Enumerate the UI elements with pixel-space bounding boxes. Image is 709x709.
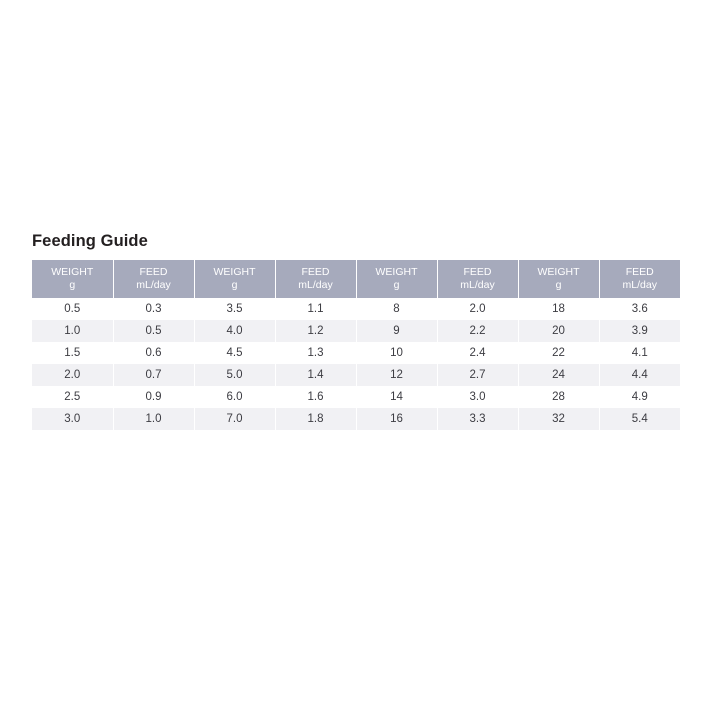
table-cell: 3.0 xyxy=(32,408,113,430)
table-cell: 4.5 xyxy=(194,342,275,364)
table-cell: 8 xyxy=(356,298,437,320)
table-cell: 0.5 xyxy=(32,298,113,320)
column-header-unit: mL/day xyxy=(136,279,171,291)
table-cell: 7.0 xyxy=(194,408,275,430)
table-cell: 2.5 xyxy=(32,386,113,408)
table-cell: 0.6 xyxy=(113,342,194,364)
column-header-unit: mL/day xyxy=(460,279,495,291)
page-title: Feeding Guide xyxy=(32,232,148,250)
table-cell: 1.0 xyxy=(113,408,194,430)
table-cell: 0.5 xyxy=(113,320,194,342)
column-header-unit: mL/day xyxy=(298,279,333,291)
column-header-label: FEED xyxy=(463,266,492,278)
column-header-unit: g xyxy=(555,279,562,291)
table-row xyxy=(32,386,680,408)
table-row xyxy=(32,298,680,320)
table-row xyxy=(32,320,680,342)
table-cell: 4.1 xyxy=(599,342,680,364)
table-cell: 1.3 xyxy=(275,342,356,364)
table-cell: 1.6 xyxy=(275,386,356,408)
table-cell: 16 xyxy=(356,408,437,430)
table-cell: 2.4 xyxy=(437,342,518,364)
column-header-label: WEIGHT xyxy=(375,266,418,278)
feeding-guide-section xyxy=(32,232,680,430)
table-cell: 4.9 xyxy=(599,386,680,408)
table-cell: 22 xyxy=(518,342,599,364)
table-cell: 24 xyxy=(518,364,599,386)
table-cell: 14 xyxy=(356,386,437,408)
table-header xyxy=(32,260,680,298)
table-cell: 10 xyxy=(356,342,437,364)
table-cell: 0.7 xyxy=(113,364,194,386)
column-header-feed-2 xyxy=(275,260,356,298)
table-cell: 1.0 xyxy=(32,320,113,342)
table-cell: 2.0 xyxy=(32,364,113,386)
table-cell: 1.5 xyxy=(32,342,113,364)
column-header-weight-2 xyxy=(194,260,275,298)
column-header-label: WEIGHT xyxy=(51,266,94,278)
table-cell: 3.6 xyxy=(599,298,680,320)
column-header-label: FEED xyxy=(301,266,330,278)
table-cell: 2.2 xyxy=(437,320,518,342)
table-header-row xyxy=(32,260,680,298)
table-cell: 2.7 xyxy=(437,364,518,386)
column-header-weight-4 xyxy=(518,260,599,298)
table-cell: 28 xyxy=(518,386,599,408)
table-cell: 12 xyxy=(356,364,437,386)
table-cell: 1.4 xyxy=(275,364,356,386)
table-cell: 5.4 xyxy=(599,408,680,430)
table-cell: 3.3 xyxy=(437,408,518,430)
feeding-guide-table xyxy=(32,260,680,430)
table-cell: 4.0 xyxy=(194,320,275,342)
table-cell: 3.0 xyxy=(437,386,518,408)
table-body xyxy=(32,298,680,430)
column-header-weight-3 xyxy=(356,260,437,298)
table-cell: 4.4 xyxy=(599,364,680,386)
column-header-feed-3 xyxy=(437,260,518,298)
column-header-feed-1 xyxy=(113,260,194,298)
table-cell: 32 xyxy=(518,408,599,430)
column-header-label: WEIGHT xyxy=(537,266,580,278)
column-header-unit: g xyxy=(69,279,76,291)
column-header-feed-4 xyxy=(599,260,680,298)
column-header-label: FEED xyxy=(139,266,168,278)
column-header-label: WEIGHT xyxy=(213,266,256,278)
table-cell: 6.0 xyxy=(194,386,275,408)
table-cell: 5.0 xyxy=(194,364,275,386)
column-header-unit: g xyxy=(231,279,238,291)
table-cell: 3.9 xyxy=(599,320,680,342)
table-cell: 18 xyxy=(518,298,599,320)
table-row xyxy=(32,342,680,364)
column-header-unit: g xyxy=(393,279,400,291)
table-cell: 3.5 xyxy=(194,298,275,320)
table-cell: 1.1 xyxy=(275,298,356,320)
table-row xyxy=(32,364,680,386)
table-cell: 20 xyxy=(518,320,599,342)
table-cell: 0.9 xyxy=(113,386,194,408)
column-header-label: FEED xyxy=(625,266,654,278)
table-cell: 9 xyxy=(356,320,437,342)
column-header-unit: mL/day xyxy=(622,279,657,291)
table-cell: 1.8 xyxy=(275,408,356,430)
table-cell: 0.3 xyxy=(113,298,194,320)
column-header-weight-1 xyxy=(32,260,113,298)
table-cell: 1.2 xyxy=(275,320,356,342)
table-cell: 2.0 xyxy=(437,298,518,320)
table-row xyxy=(32,408,680,430)
